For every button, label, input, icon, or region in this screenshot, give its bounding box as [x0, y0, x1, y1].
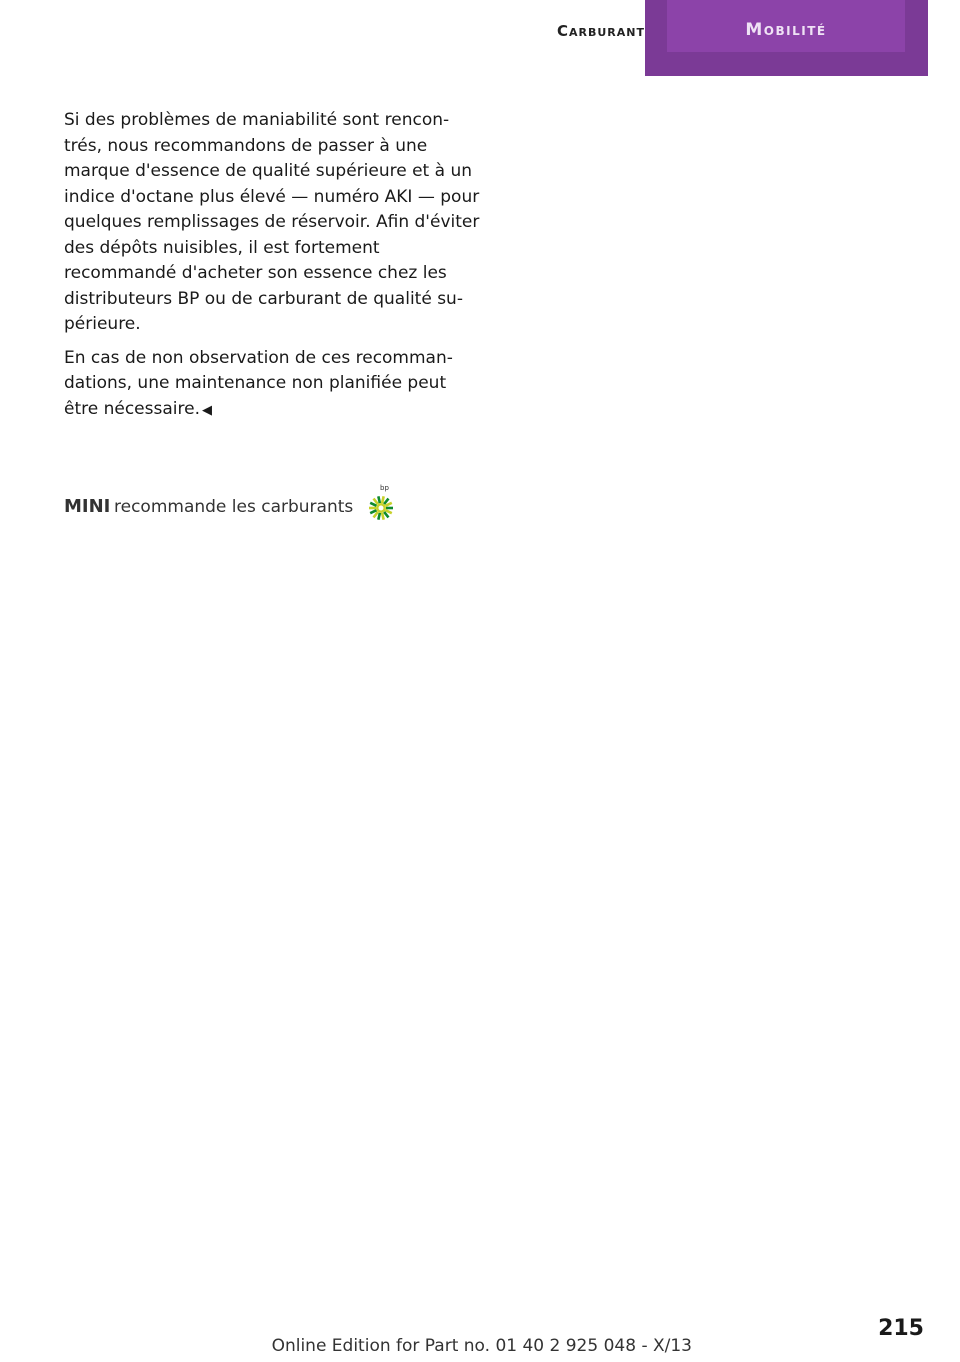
section-title: Carburant — [556, 22, 645, 40]
paragraph-2-text: En cas de non observation de ces recomman-dations, une maintenance non planifiée peut être nécessaire. — [64, 347, 453, 419]
chapter-tab-inner — [667, 0, 905, 52]
bp-logo-text: bp — [380, 484, 389, 492]
chapter-tab — [645, 0, 928, 76]
body-text — [64, 108, 484, 431]
bp-logo-ray — [378, 513, 380, 520]
fuel-recommendation-banner — [64, 480, 424, 524]
bp-logo-icon — [366, 482, 400, 522]
mini-brand: MINI — [64, 496, 111, 517]
page-number: 215 — [878, 1316, 924, 1341]
paragraph-2 — [64, 346, 484, 424]
paragraph-1: Si des problèmes de maniabilité sont rencon-trés, nous recommandons de passer à une marque d'essence de qualité supérieure et à un indice d'octane plus élevé — numéro AKI — pour quelques remplissages de réservoir. Afin d'éviter des dépôts nuisibles, il est fortement recommandé d'acheter son essence chez les distributeurs BP ou de carburant de qualité su-périeure. — [64, 110, 480, 334]
end-mark-icon: ◀ — [201, 402, 212, 418]
bp-logo-ray — [378, 496, 380, 503]
chapter-title: Mobilité — [745, 20, 827, 40]
bp-logo-ray — [382, 513, 384, 520]
bp-logo-ray — [382, 496, 384, 503]
footer-edition: Online Edition for Part no. 01 40 2 925 048 - X/13 — [271, 1336, 692, 1356]
banner-text: recommande les carburants — [114, 497, 354, 517]
